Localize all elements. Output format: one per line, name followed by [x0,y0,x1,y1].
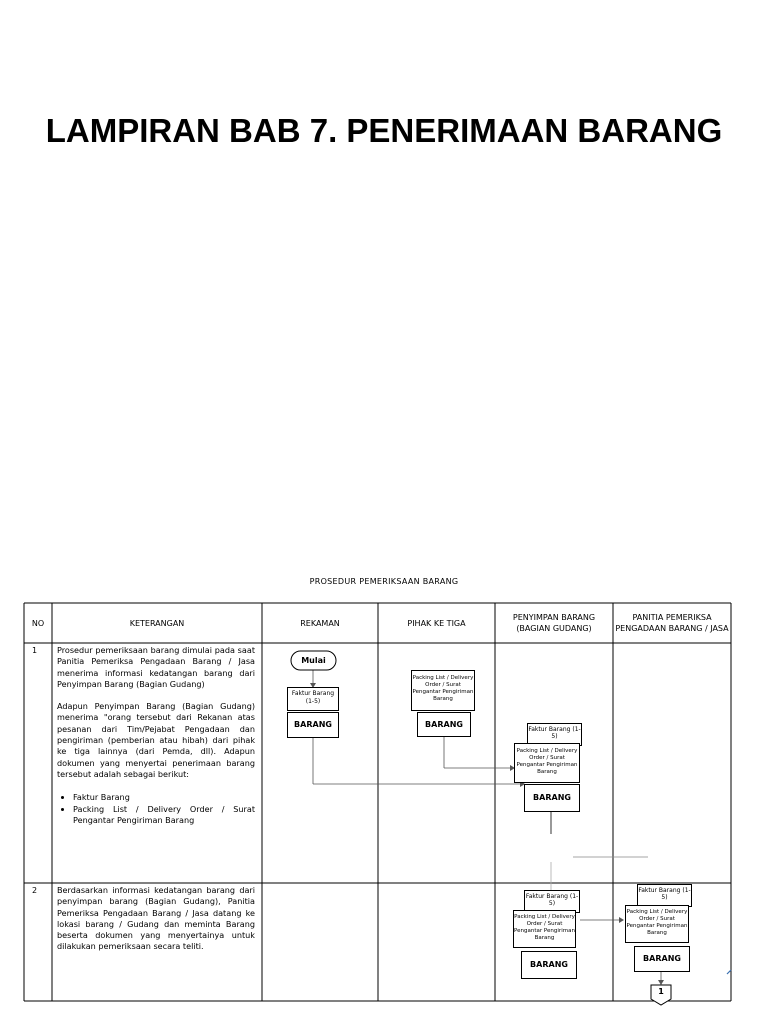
row-2-number: 2 [32,886,38,895]
faktur-document-penyimpan: Faktur Barang (1-5) [527,723,582,746]
row-2-paragraph-1: Berdasarkan informasi kedatangan barang dari penyimpan barang (Bagian Gudang), Panitia Pemeriksa Pengadaan Barang / Jasa datang ke lokasi barang / Gudang dan meminta Barang beserta dokumen yang menyertainya untuk dilakukan pemeriksaan secara teliti. [57,885,255,952]
row-1-paragraph-2: Adapun Penyimpan Barang (Bagian Gudang) menerima "orang tersebut dari Rekanan atas pesanan dari Tim/Pejabat Pengadaan dan pengiriman (pemberian atau hibah) dari pihak ke tiga lainnya (dari Pemda, dll). Adapun dokumen yang menyertai penerimaan barang tersebut adalah sebagai berikut: [57,701,255,779]
header-no: NO [31,618,45,628]
connector-label: 1 [658,987,664,996]
faktur-document-panitia: Faktur Barang (1-5) [637,884,692,907]
packing-document-penyimpan: Packing List / Delivery Order / Surat Pengantar Pengiriman Barang [514,743,580,783]
barang-box-panitia: BARANG [634,946,690,972]
row-1-description [57,645,255,826]
list-item: • Packing List / Delivery Order / Surat Pengantar Pengiriman Barang [73,804,255,827]
barang-box-pihak-ketiga: BARANG [417,712,471,737]
row-1-document-list [57,792,255,826]
header-pihak-ketiga: PIHAK KE TIGA [407,618,466,628]
row-1-paragraph-1: Prosedur pemeriksaan barang dimulai pada saat Panitia Pemeriksa Pengadaan Barang / Jasa menerima informasi kedatangan barang dari Penyimpan Barang (Bagian Gudang) [57,645,255,689]
start-label: Mulai [301,655,326,665]
procedure-title: PROSEDUR PEMERIKSAAN BARANG [309,577,459,586]
list-item: • Faktur Barang [73,792,255,803]
header-rekaman: REKAMAN [300,618,340,628]
barang-box-penyimpan-row2: BARANG [521,951,577,979]
barang-box-rekaman: BARANG [287,712,339,738]
barang-box-penyimpan: BARANG [524,784,580,812]
header-panitia: PANITIA PEMERIKSA PENGADAAN BARANG / JASA [615,613,729,633]
row-1-number: 1 [32,646,38,655]
edge-mark [727,970,731,974]
faktur-document-rekaman: Faktur Barang (1-5) [287,687,339,711]
faktur-document-penyimpan-row2: Faktur Barang (1-5) [524,890,580,913]
page-title: LAMPIRAN BAB 7. PENERIMAAN BARANG [45,112,723,149]
row-2-description [57,885,255,964]
packing-document-penyimpan-row2: Packing List / Delivery Order / Surat Pengantar Pengiriman Barang [513,910,576,948]
header-penyimpan: PENYIMPAN BARANG (BAGIAN GUDANG) [512,613,596,633]
header-keterangan: KETERANGAN [129,618,185,628]
packing-document-pihak-ketiga: Packing List / Delivery Order / Surat Pengantar Pengiriman Barang [411,670,475,711]
packing-document-panitia: Packing List / Delivery Order / Surat Pengantar Pengiriman Barang [625,905,689,943]
